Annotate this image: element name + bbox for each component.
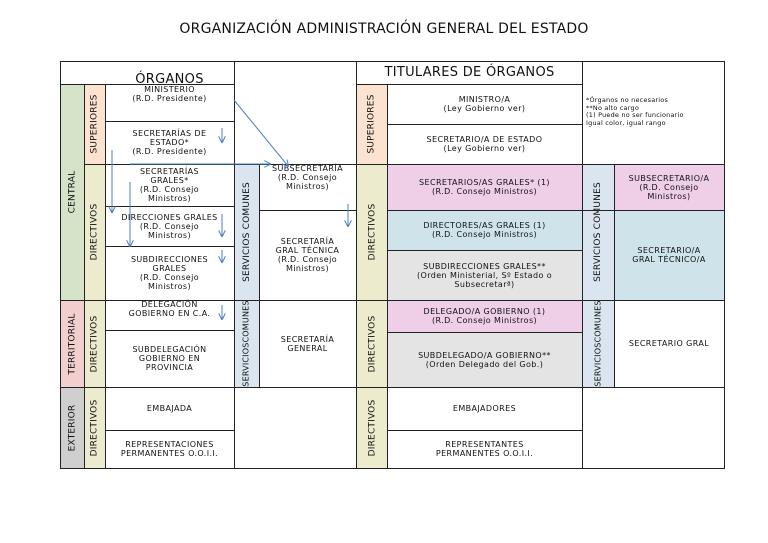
- titular-secretario-gral: SECRETARIO GRAL: [628, 339, 710, 348]
- servicios-comunes-label: SERVICIOSCOMUNES: [242, 300, 252, 387]
- titular-secretario-estado: SECRETARIO/A DE ESTADO (Ley Gobierno ver): [426, 135, 543, 153]
- organo-subdirecciones-grales: SUBDIRECCIONES GRALES (R.D. Consejo Ministros): [130, 255, 209, 291]
- servicios-comunes-label: SERVICIOSCOMUNES: [593, 300, 603, 387]
- organo-secretarias-grales: SECRETARÍAS GRALES* (R.D. Consejo Ministros): [139, 167, 200, 203]
- group-directivos-label: DIRECTIVOS: [367, 399, 378, 456]
- organo-secretarias-estado: SECRETARÍAS DE ESTADO* (R.D. Presidente): [132, 129, 207, 156]
- titular-representantes: REPRESENTANTES PERMANENTES O.O.I.I.: [435, 440, 534, 458]
- group-superiores-label: SUPERIORES: [89, 94, 100, 154]
- organo-representaciones: REPRESENTACIONES PERMANENTES O.O.I.I.: [120, 440, 219, 458]
- organos-header: ÓRGANOS: [135, 72, 204, 87]
- organo-subdelegacion: SUBDELEGACIÓN GOBIERNO EN PROVINCIA: [132, 345, 207, 372]
- arrow-ministerio-subsecretaria: [234, 100, 288, 166]
- servicios-comunes-label: SERVICIOS COMUNES: [241, 182, 252, 282]
- organo-delegacion: DELEGACIÓN GOBIERNO EN C.A.: [128, 300, 211, 318]
- organo-embajada: EMBAJADA: [146, 404, 193, 413]
- group-superiores-label: SUPERIORES: [367, 94, 377, 154]
- organo-ministerio: MINISTERIO (R.D. Presidente): [132, 85, 207, 103]
- titular-delegado: DELEGADO/A GOBIERNO (1) (R.D. Consejo Ministros): [387, 300, 582, 332]
- titular-directores-grales: DIRECTORES/AS GRALES (1) (R.D. Consejo Ministros): [387, 210, 582, 250]
- titular-ministro: MINISTRO/A (Ley Gobierno ver): [443, 95, 526, 113]
- titular-embajadores: EMBAJADORES: [452, 404, 517, 413]
- organo-subsecretaria: SUBSECRETARÍA (R.D. Consejo Ministros): [272, 164, 343, 191]
- titular-subdirecciones-grales: SUBDIRECCIONES GRALES** (Orden Ministerial, Sº Estado o Subsecretarª): [387, 250, 582, 300]
- level-territorial-label: TERRITORIAL: [67, 312, 78, 375]
- titulares-header: TITULARES DE ÓRGANOS: [384, 65, 555, 80]
- group-directivos-label: DIRECTIVOS: [367, 315, 378, 372]
- level-exterior-label: EXTERIOR: [67, 404, 78, 451]
- group-directivos-label: DIRECTIVOS: [89, 315, 100, 372]
- notes: *Órganos no necesarios **No alto cargo (1) Puede no ser funcionario Igual color, igual rango: [586, 96, 684, 127]
- organo-direcciones-grales: DIRECCIONES GRALES (R.D. Consejo Ministros): [121, 212, 218, 240]
- page-title: ORGANIZACIÓN ADMINISTRACIÓN GENERAL DEL ESTADO: [179, 21, 589, 37]
- titular-secretarios-grales: SECRETARIOS/AS GRALES* (1) (R.D. Consejo Ministros): [387, 164, 582, 210]
- servicios-comunes-label: SERVICIOS COMUNES: [593, 182, 604, 282]
- organo-secretaria-general: SECRETARÍA GENERAL: [280, 334, 335, 353]
- level-central-label: CENTRAL: [67, 170, 78, 214]
- organo-secretaria-tecnica: SECRETARÍA GRAL TÉCNICA (R.D. Consejo Ministros): [275, 237, 340, 273]
- titular-secretario-tecnico: SECRETARIO/A GRAL TÉCNICO/A: [614, 210, 724, 300]
- group-directivos-label: DIRECTIVOS: [89, 203, 100, 261]
- titular-subdelegado: SUBDELEGADO/A GOBIERNO** (Orden Delegado del Gob.): [387, 332, 582, 387]
- group-directivos-label: DIRECTIVOS: [89, 399, 100, 456]
- titular-subsecretario: SUBSECRETARIO/A (R.D. Consejo Ministros): [614, 164, 724, 210]
- group-directivos-label: DIRECTIVOS: [367, 203, 378, 261]
